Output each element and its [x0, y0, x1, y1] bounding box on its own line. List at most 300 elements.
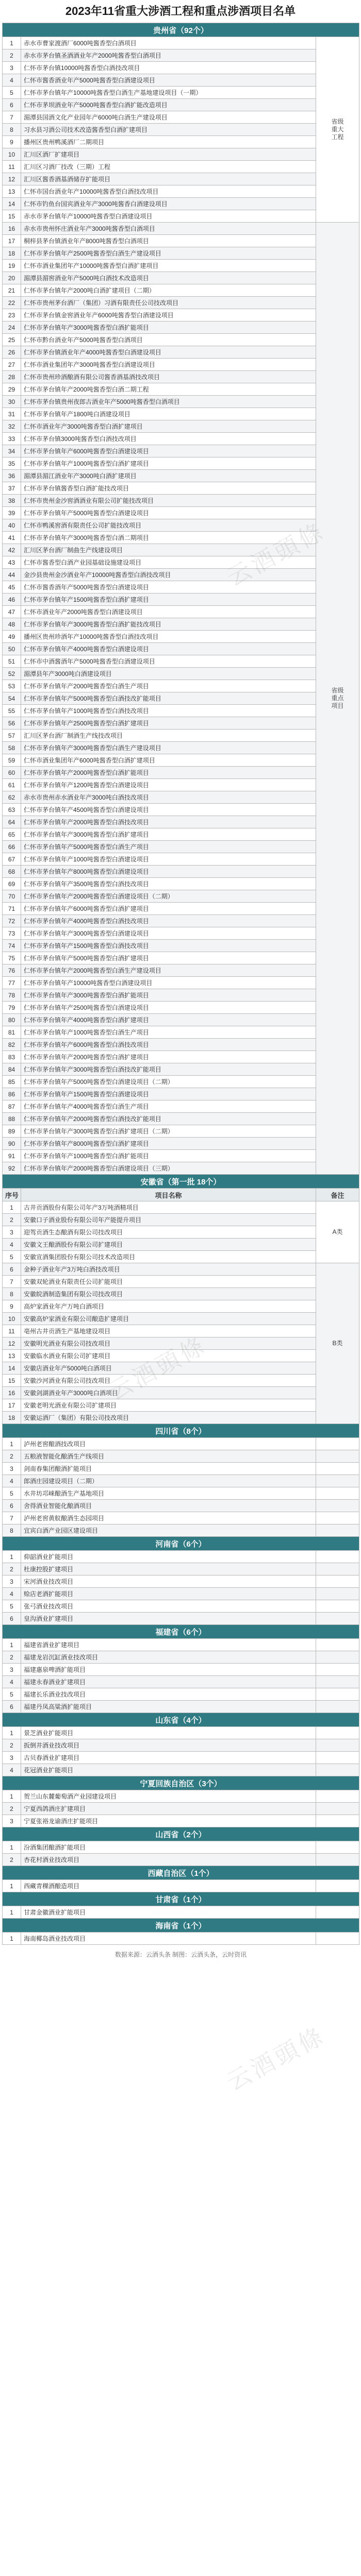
table-row: [3, 1512, 359, 1524]
project-name: 宁夏张裕龙谕酒庄扩能项目: [21, 1815, 316, 1827]
table-row: [3, 1790, 359, 1803]
row-number: 91: [3, 1150, 21, 1162]
row-number: 3: [3, 1463, 21, 1475]
table-row: [3, 334, 359, 346]
row-number: 6: [3, 1701, 21, 1713]
table-row: [3, 420, 359, 433]
row-note-empty: [316, 1688, 359, 1701]
row-number: 27: [3, 359, 21, 371]
table-row: [3, 482, 359, 495]
row-note-empty: [316, 1803, 359, 1815]
row-note-empty: [316, 1450, 359, 1463]
table-row: [3, 1201, 359, 1214]
row-number: 8: [3, 1288, 21, 1300]
table-row: [3, 1125, 359, 1138]
column-header-name: 项目名称: [21, 1189, 316, 1201]
row-number: 9: [3, 1300, 21, 1313]
row-note-empty: [316, 1613, 359, 1625]
section-header-row: [3, 1919, 359, 1933]
table-row: [3, 1854, 359, 1866]
project-name: 仁怀市钓鱼台国宾酒业年产3000吨酱香白酒建设项目: [21, 198, 316, 210]
row-number: 1: [3, 1906, 21, 1919]
table-row: [3, 1664, 359, 1676]
project-name: 仁怀市茅台镇年产1500吨酱香型白酒扩建项目: [21, 594, 316, 606]
row-number: 70: [3, 890, 21, 903]
row-note-empty: [316, 1563, 359, 1575]
project-name: 仁怀市茅台镇年产3000吨酱香型白酒建设项目: [21, 927, 316, 940]
project-name: 仁怀市茅台镇年产5000吨酱香型白酒技改扩能项目: [21, 692, 316, 705]
watermark: 云酒頭條: [222, 2021, 330, 2096]
project-name: 仁怀市酒业集团年产10000吨酱香型白酒扩建项目: [21, 260, 316, 272]
project-name: 郎酒庄园建设项目（二期）: [21, 1475, 316, 1487]
table-row: [3, 1600, 359, 1613]
table-row: [3, 495, 359, 507]
row-number: 81: [3, 1026, 21, 1039]
table-row: [3, 705, 359, 717]
project-name: 仁怀市茅台镇年产3000吨酱香型白酒扩能项目: [21, 321, 316, 334]
table-row: [3, 223, 359, 235]
table-row: [3, 1039, 359, 1051]
project-name: 湄潭县年产3000吨白酒建设项目: [21, 668, 316, 680]
table-row: [3, 717, 359, 730]
row-number: 77: [3, 977, 21, 989]
row-number: 85: [3, 1076, 21, 1088]
row-note-empty: [316, 1600, 359, 1613]
project-name: 赤水市茅台镇圣酒酒业年产2000吨酱香型白酒项目: [21, 49, 316, 62]
project-name: 亳州古井贡酒生产基地建设项目: [21, 1325, 316, 1337]
table-row: [3, 1100, 359, 1113]
table-row: [3, 1933, 359, 1945]
project-name: 仁怀市茅台镇年产6000吨酱香型白酒建设项目: [21, 445, 316, 457]
row-number: 1: [3, 1551, 21, 1563]
table-row: [3, 346, 359, 359]
row-number: 55: [3, 705, 21, 717]
project-name: 安徽沙河酒业有限公司技改项目: [21, 1375, 316, 1387]
project-name: 仁怀市酒业年产2000吨酱香型白酒建设项目: [21, 606, 316, 618]
row-number: 17: [3, 235, 21, 247]
section-title: 山东省（4个）: [3, 1713, 359, 1727]
project-name: 汇川区茅台酒厂制曲生产线建设项目: [21, 544, 316, 556]
project-name: 仁怀市茅台镇年产1000吨酱香型白酒扩能项目: [21, 1150, 316, 1162]
row-note: 省级 重大 工程: [316, 37, 359, 223]
row-number: 75: [3, 952, 21, 964]
row-number: 69: [3, 878, 21, 890]
project-name: 赤水市贵州赤水酒业年产3000吨白酒技改项目: [21, 791, 316, 804]
table-row: [3, 1150, 359, 1162]
project-name: 仁怀市酒业年产3000吨酱香型白酒扩建项目: [21, 420, 316, 433]
row-number: 10: [3, 1313, 21, 1325]
table-row: [3, 1676, 359, 1688]
row-number: 78: [3, 989, 21, 1002]
project-name: 仁怀市茅台镇年产4000吨酱香型白酒建设项目: [21, 643, 316, 655]
table-row: [3, 1688, 359, 1701]
table-row: [3, 767, 359, 779]
row-note-empty: [316, 1651, 359, 1664]
table-row: [3, 260, 359, 272]
row-number: 31: [3, 408, 21, 420]
project-name: 宁夏西鸽酒庄扩建项目: [21, 1803, 316, 1815]
project-name: 仁怀市茅台镇年产2500吨酱香型白酒生产建设项目: [21, 247, 316, 260]
row-number: 6: [3, 1613, 21, 1625]
table-row: [3, 1639, 359, 1651]
row-number: 90: [3, 1138, 21, 1150]
project-name: 汇川区酱香酒基酒储存扩能项目: [21, 173, 316, 185]
row-number: 19: [3, 260, 21, 272]
row-number: 57: [3, 730, 21, 742]
project-name: 仁怀市茅台镇年产3500吨酱香型白酒技改项目: [21, 878, 316, 890]
project-name: 仁怀市茅台镇年产1000吨酱香型白酒生产项目: [21, 1026, 316, 1039]
project-name: 仁怀市茅台镇年产1000吨酱香型白酒建设项目: [21, 853, 316, 866]
row-note-empty: [316, 1512, 359, 1524]
project-name: 仁怀市茅坝酒业年产5000吨酱香型白酒扩能改造项目: [21, 99, 316, 111]
project-name: 仁怀市茅台镇年产2000吨酱香型白酒技改扩能项目: [21, 1113, 316, 1125]
row-number: 33: [3, 433, 21, 445]
project-name: 仁怀市酒业集团年产3000吨酱香型白酒建设项目: [21, 359, 316, 371]
row-number: 16: [3, 1387, 21, 1399]
table-row: [3, 878, 359, 890]
row-number: 2: [3, 49, 21, 62]
table-row: [3, 1026, 359, 1039]
table-row: [3, 1239, 359, 1251]
row-number: 73: [3, 927, 21, 940]
row-number: 1: [3, 37, 21, 49]
row-number: 15: [3, 1375, 21, 1387]
table-row: [3, 964, 359, 977]
table-row: [3, 1051, 359, 1063]
table-row: [3, 1575, 359, 1588]
table-row: [3, 37, 359, 49]
row-note-empty: [316, 1854, 359, 1866]
project-name: 海南椰岛酒业技改项目: [21, 1933, 316, 1945]
table-row: [3, 1113, 359, 1125]
row-number: 76: [3, 964, 21, 977]
section-title: 山西省（2个）: [3, 1827, 359, 1841]
row-number: 8: [3, 124, 21, 136]
row-number: 10: [3, 148, 21, 161]
row-number: 63: [3, 804, 21, 816]
project-name: 五粮液智能化酿酒生产线项目: [21, 1450, 316, 1463]
row-number: 1: [3, 1727, 21, 1739]
row-number: 47: [3, 606, 21, 618]
project-name: 张弓酒业技改项目: [21, 1600, 316, 1613]
project-name: 仁怀市酱香型白酒产业园基础设施建设项目: [21, 556, 316, 569]
project-name: 仁怀市茅台镇年产2000吨酱香型白酒技改项目: [21, 816, 316, 828]
project-name: 安徽运酒厂（集团）有限公司技改项目: [21, 1412, 316, 1424]
project-name: 仁怀市黔台酒业年产5000吨酱香型白酒项目: [21, 334, 316, 346]
row-number: 16: [3, 223, 21, 235]
table-row: [3, 940, 359, 952]
table-row: [3, 581, 359, 594]
table-row: [3, 1752, 359, 1764]
table-row: [3, 866, 359, 878]
row-number: 2: [3, 1563, 21, 1575]
project-name: 汇川区酒厂扩建项目: [21, 148, 316, 161]
project-name: 仁怀市茅台镇年产8000吨酱香型白酒扩建项目: [21, 1138, 316, 1150]
project-name: 景芝酒业扩能项目: [21, 1727, 316, 1739]
row-number: 68: [3, 866, 21, 878]
table-row: [3, 396, 359, 408]
table-row: [3, 1162, 359, 1175]
row-number: 3: [3, 1664, 21, 1676]
table-row: [3, 680, 359, 692]
table-row: [3, 1906, 359, 1919]
project-name: 仁怀市茅台镇年产4000吨酱香型白酒技改项目: [21, 915, 316, 927]
project-name: 安徽双轮酒业有限责任公司扩能项目: [21, 1276, 316, 1288]
project-name: 仁怀市茅台镇年产4500吨酱香型白酒建设项目: [21, 804, 316, 816]
table-row: [3, 1300, 359, 1313]
row-number: 4: [3, 74, 21, 87]
project-name: 福建惠泉啤酒扩能项目: [21, 1664, 316, 1676]
row-number: 5: [3, 1600, 21, 1613]
table-row: [3, 507, 359, 519]
section-header-row: [3, 1892, 359, 1906]
table-row: [3, 532, 359, 544]
table-row: [3, 1014, 359, 1026]
table-row: [3, 1002, 359, 1014]
row-number: 1: [3, 1841, 21, 1854]
row-number: 1: [3, 1933, 21, 1945]
table-row: [3, 1325, 359, 1337]
table-row: [3, 1350, 359, 1362]
table-row: [3, 655, 359, 668]
table-row: [3, 952, 359, 964]
project-name: 桐梓县茅台镇酒业年产8000吨酱香型白酒项目: [21, 235, 316, 247]
row-number: 4: [3, 1764, 21, 1776]
table-row: [3, 457, 359, 470]
row-number: 5: [3, 1251, 21, 1263]
table-row: [3, 1438, 359, 1450]
table-row: [3, 618, 359, 631]
row-note-empty: [316, 1639, 359, 1651]
row-number: 1: [3, 1790, 21, 1803]
row-note-empty: [316, 1500, 359, 1512]
project-name: 仁怀市贵州珍酒酿酒有限公司酱香酒基酒技改项目: [21, 371, 316, 383]
row-number: 6: [3, 1500, 21, 1512]
project-name: 仁怀市茅台镇年产2500吨酱香型白酒扩建项目: [21, 717, 316, 730]
table-row: [3, 1412, 359, 1424]
section-header-row: [3, 1827, 359, 1841]
project-name: 高炉家酒业年产万吨白酒项目: [21, 1300, 316, 1313]
table-row: [3, 1138, 359, 1150]
table-row: [3, 210, 359, 223]
project-name: 仁怀市茅台镇年产5000吨酱香型白酒建设项目: [21, 507, 316, 519]
table-row: [3, 556, 359, 569]
project-name: 仁怀市贵州茅台酒厂（集团）习酒有限责任公司技改项目: [21, 297, 316, 309]
row-number: 46: [3, 594, 21, 606]
project-name: 安徽皖酒制造集团有限公司技改项目: [21, 1288, 316, 1300]
section-header-row: [3, 1537, 359, 1551]
project-name: 福建长乐酒业技改项目: [21, 1688, 316, 1701]
row-number: 7: [3, 111, 21, 124]
project-name: 安徽高炉家酒业有限公司酿造扩建项目: [21, 1313, 316, 1325]
row-note-empty: [316, 1701, 359, 1713]
project-name: 古贝春酒业扩建项目: [21, 1752, 316, 1764]
row-number: 17: [3, 1399, 21, 1412]
table-row: [3, 816, 359, 828]
row-number: 2: [3, 1803, 21, 1815]
row-number: 87: [3, 1100, 21, 1113]
row-number: 67: [3, 853, 21, 866]
table-row: [3, 371, 359, 383]
row-note-empty: [316, 1438, 359, 1450]
section-header-row: [3, 1175, 359, 1189]
row-note-empty: [316, 1815, 359, 1827]
table-row: [3, 1880, 359, 1892]
table-row: [3, 87, 359, 99]
project-name: 花冠酒业扩能项目: [21, 1764, 316, 1776]
project-table-body: [3, 23, 359, 1964]
project-name: 古井贡酒股份有限公司年产3万吨酒精项目: [21, 1201, 316, 1214]
project-name: 仁怀市中酒酱酒年产5000吨酱香型白酒建设项目: [21, 655, 316, 668]
row-note-empty: [316, 1588, 359, 1600]
project-name: 仁怀市酱香酒年产5000吨酱香型白酒建设项目: [21, 581, 316, 594]
project-name: 仁怀市茅台镇年产10000吨酱香型白酒建设项目: [21, 977, 316, 989]
row-number: 41: [3, 532, 21, 544]
project-name: 仁怀市茅台镇年产2000吨酱香型白酒扩能项目: [21, 767, 316, 779]
project-name: 安徽店酒业年产5000吨白酒项目: [21, 1362, 316, 1375]
row-number: 3: [3, 62, 21, 74]
row-number: 25: [3, 334, 21, 346]
table-row: [3, 1226, 359, 1239]
row-note-empty: [316, 1764, 359, 1776]
row-number: 32: [3, 420, 21, 433]
table-row: [3, 804, 359, 816]
section-header-row: [3, 1424, 359, 1438]
row-note-empty: [316, 1933, 359, 1945]
table-row: [3, 1076, 359, 1088]
row-number: 8: [3, 1524, 21, 1537]
row-number: 3: [3, 1226, 21, 1239]
project-name: 安徽明光酒业有限公司技改项目: [21, 1337, 316, 1350]
project-name: 迎驾贡酒生态酿酒有限公司技改项目: [21, 1226, 316, 1239]
row-note-empty: [316, 1906, 359, 1919]
project-name: 仁怀市茅台镇酒业年产4000吨酱香型白酒建设项目: [21, 346, 316, 359]
row-number: 4: [3, 1475, 21, 1487]
table-row: [3, 1088, 359, 1100]
project-name: 仁怀市茅台镇年产1200吨酱香型白酒建设项目: [21, 779, 316, 791]
section-title: 西藏自治区（1个）: [3, 1866, 359, 1880]
row-number: 28: [3, 371, 21, 383]
row-number: 36: [3, 470, 21, 482]
project-name: 仁怀市茅台镇年产2000吨白酒扩建项目（二期）: [21, 284, 316, 297]
row-number: 14: [3, 1362, 21, 1375]
table-row: [3, 1841, 359, 1854]
section-title: 贵州省（92个）: [3, 23, 359, 37]
table-row: [3, 1263, 359, 1276]
table-row: [3, 1613, 359, 1625]
project-name: 安徽老明光酒业有限公司扩建项目: [21, 1399, 316, 1412]
row-number: 2: [3, 1854, 21, 1866]
project-name: 仁怀市茅台镇年产3000吨酱香型白酒二期项目: [21, 532, 316, 544]
row-number: 61: [3, 779, 21, 791]
row-number: 56: [3, 717, 21, 730]
table-row: [3, 433, 359, 445]
table-row: [3, 297, 359, 309]
column-header-row: [3, 1189, 359, 1201]
row-number: 62: [3, 791, 21, 804]
table-row: [3, 148, 359, 161]
row-number: 60: [3, 767, 21, 779]
project-name: 仁怀市茅台镇年产5000吨酱香型白酒建设项目（二期）: [21, 1076, 316, 1088]
table-row: [3, 668, 359, 680]
row-number: 65: [3, 828, 21, 841]
row-number: 74: [3, 940, 21, 952]
table-row: [3, 198, 359, 210]
table-row: [3, 1375, 359, 1387]
project-name: 安徽宣酒集团股份有限公司技术改造项目: [21, 1251, 316, 1263]
project-name: 习水县习酒公司技术改造酱香型白酒扩建项目: [21, 124, 316, 136]
project-name: 仁怀市茅台镇酱香型白酒扩能技改项目: [21, 482, 316, 495]
project-name: 泸州老窖酿酒技改项目: [21, 1438, 316, 1450]
project-name: 仁怀市茅台镇年产3000吨酱香型白酒扩建项目: [21, 828, 316, 841]
table-row: [3, 111, 359, 124]
table-row: [3, 519, 359, 532]
project-name: 仰韶酒业扩能项目: [21, 1551, 316, 1563]
project-name: 仁怀市茅台镇贵州夜郎古酒业年产5000吨酱香型白酒项目: [21, 396, 316, 408]
project-name: 贺兰山东麓葡萄酒产业园建设项目: [21, 1790, 316, 1803]
row-number: 83: [3, 1051, 21, 1063]
row-number: 4: [3, 1588, 21, 1600]
row-number: 11: [3, 161, 21, 173]
row-number: 53: [3, 680, 21, 692]
project-name: 福建丹凤高粱酒扩能项目: [21, 1701, 316, 1713]
table-row: [3, 272, 359, 284]
row-number: 5: [3, 87, 21, 99]
table-row: [3, 1701, 359, 1713]
table-row: [3, 631, 359, 643]
project-name: 仁怀市茅台镇年产2000吨酱香型白酒建设项目（三期）: [21, 1162, 316, 1175]
project-name: 剑南春集团酿酒扩能项目: [21, 1463, 316, 1475]
project-name: 仁怀市茅台镇3000吨酱香型白酒技改项目: [21, 433, 316, 445]
table-row: [3, 730, 359, 742]
project-name: 仁怀市茅台镇年产1000吨酱香型白酒技改项目: [21, 705, 316, 717]
table-row: [3, 692, 359, 705]
row-note-empty: [316, 1739, 359, 1752]
project-name: 仁怀市酒业集团年产6000吨酱香型白酒扩建项目: [21, 754, 316, 767]
project-name: 仁怀市茅台镇年产3000吨酱香型白酒扩建项目（二期）: [21, 1125, 316, 1138]
table-row: [3, 643, 359, 655]
row-number: 59: [3, 754, 21, 767]
project-name: 皇沟酒业扩建项目: [21, 1613, 316, 1625]
row-note-empty: [316, 1841, 359, 1854]
row-number: 1: [3, 1639, 21, 1651]
project-name: 杏花村酒业技改项目: [21, 1854, 316, 1866]
project-name: 仁怀市茅台镇年产2000吨酱香型白酒二期工程: [21, 383, 316, 396]
table-row: [3, 1524, 359, 1537]
table-row: [3, 470, 359, 482]
row-number: 24: [3, 321, 21, 334]
footer-row: [3, 1945, 359, 1964]
table-row: [3, 1450, 359, 1463]
project-name: 仁怀市茅台镇年产1500吨酱香型白酒建设项目: [21, 1088, 316, 1100]
row-number: 6: [3, 99, 21, 111]
row-number: 14: [3, 198, 21, 210]
row-number: 44: [3, 569, 21, 581]
section-title: 甘肃省（1个）: [3, 1892, 359, 1906]
row-number: 35: [3, 457, 21, 470]
row-number: 50: [3, 643, 21, 655]
row-number: 5: [3, 1688, 21, 1701]
table-row: [3, 1063, 359, 1076]
row-number: 18: [3, 247, 21, 260]
project-name: 仁怀市茅台镇年产2000吨酱香型白酒生产项目: [21, 680, 316, 692]
section-header-row: [3, 1625, 359, 1639]
row-note-empty: [316, 1676, 359, 1688]
row-number: 13: [3, 185, 21, 198]
row-number: 7: [3, 1276, 21, 1288]
row-number: 40: [3, 519, 21, 532]
table-row: [3, 235, 359, 247]
